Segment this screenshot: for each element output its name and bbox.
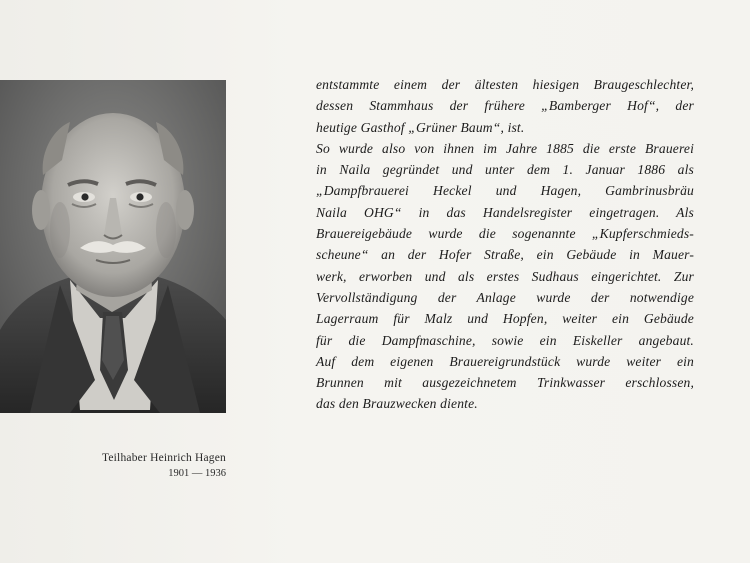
text-line: Brunnen mit ausgezeichnetem Trinkwasser erschlossen, [316,375,694,391]
text-line: werk, erworben und als erstes Sudhaus eingerichtet. Zur [316,268,694,284]
photo-caption-name: Teilhaber Heinrich Hagen [101,452,226,464]
photo-caption-years: 1901 — 1936 [168,468,226,479]
text-line: Lagerraum für Malz und Hopfen, weiter ein Gebäude [316,311,694,327]
text-line: Vervollständigung der Anlage wurde der notwendige [316,289,694,305]
text-line: Naila OHG“ in das Handelsregister eingetragen. Als [316,204,694,220]
text-line: in Naila gegründet und unter dem 1. Januar 1886 als [316,162,694,178]
text-line: „Dampfbrauerei Heckel und Hagen, Gambrinusbräu [316,183,694,199]
body-text [316,74,694,415]
text-line: das den Brauzwecken diente. [316,396,478,412]
portrait-photo [0,80,226,413]
text-line: Auf dem eigenen Brauereigrundstück wurde weiter ein [316,353,694,369]
text-line: scheune“ an der Hofer Straße, ein Gebäude in Mauer- [316,247,694,263]
text-line: dessen Stammhaus der frühere „Bamberger Hof“, der [316,98,694,114]
text-line: So wurde also von ihnen im Jahre 1885 die erste Brauerei [316,140,694,156]
text-line: für die Dampfmaschine, sowie ein Eiskeller angebaut. [316,332,694,348]
text-line: heutige Gasthof „Grüner Baum“, ist. [316,119,525,135]
text-line: Brauereigebäude wurde die sogenannte „Kupferschmieds- [316,226,694,242]
text-line: entstammte einem der ältesten hiesigen Braugeschlechter, [316,77,694,92]
